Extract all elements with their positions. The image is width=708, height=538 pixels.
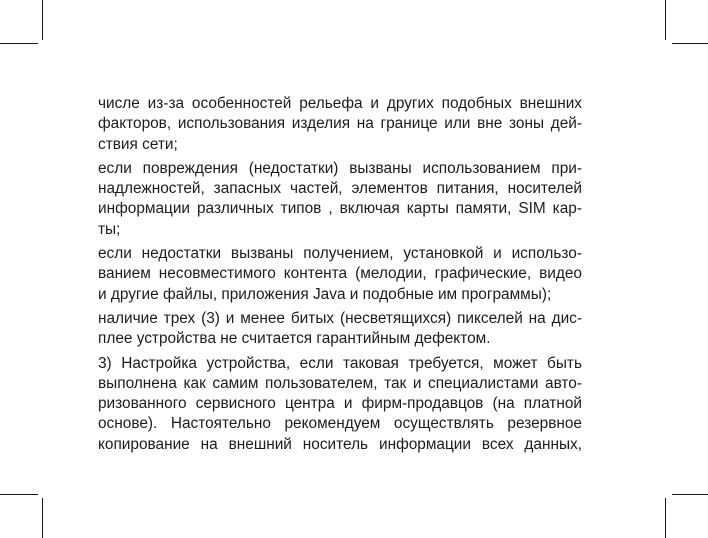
text-line: и другие файлы, приложения Java и подобные им программы); [98, 285, 552, 303]
paragraph-dead-pixels [98, 309, 582, 350]
crop-mark-bottom-right-horizontal [672, 494, 708, 495]
text-line: копирование на внешний носитель информации всех данных, [98, 435, 582, 453]
crop-mark-top-left-horizontal [0, 43, 38, 44]
text-line: 3) Настройка устройства, если таковая требуется, может быть [98, 354, 582, 372]
crop-mark-top-right-horizontal [672, 43, 708, 44]
paragraph-incompatible-content [98, 244, 582, 305]
crop-mark-bottom-left-vertical [42, 498, 43, 538]
crop-mark-bottom-right-vertical [665, 498, 666, 538]
text-line: числе из-за особенностей рельефа и других подобных внешних [98, 95, 582, 112]
text-line: основе). Настоятельно рекомендуем осуществлять резервное [98, 415, 582, 433]
paragraph-accessories [98, 159, 582, 240]
paragraph-device-setup [98, 354, 582, 455]
text-line: информации различных типов , включая карты памяти, SIM кар- [98, 200, 582, 218]
text-line: наличие трех (3) и менее битых (несветящихся) пикселей на дис- [98, 309, 582, 327]
text-line: плее устройства не считается гарантийным дефектом. [98, 330, 491, 348]
text-line: ванием несовместимого контента (мелодии, графические, видео [98, 265, 582, 283]
text-line: если повреждения (недостатки) вызваны использованием при- [98, 159, 582, 177]
text-line: надлежностей, запасных частей, элементов питания, носителей [98, 180, 582, 198]
crop-mark-top-left-vertical [42, 0, 43, 40]
text-line: ствия сети; [98, 135, 178, 153]
document-body [98, 94, 582, 459]
paragraph-network-conditions [98, 94, 582, 155]
text-line: ризованного сервисного центра и фирм-продавцов (на платной [98, 395, 582, 413]
text-line: если недостатки вызваны получением, установкой и использо- [98, 245, 582, 263]
text-line: выполнена как самим пользователем, так и специалистами авто- [98, 374, 582, 392]
crop-mark-bottom-left-horizontal [0, 494, 38, 495]
text-line: ты; [98, 220, 121, 238]
crop-mark-top-right-vertical [665, 0, 666, 40]
text-line: факторов, использования изделия на границе или вне зоны дей- [98, 115, 582, 133]
